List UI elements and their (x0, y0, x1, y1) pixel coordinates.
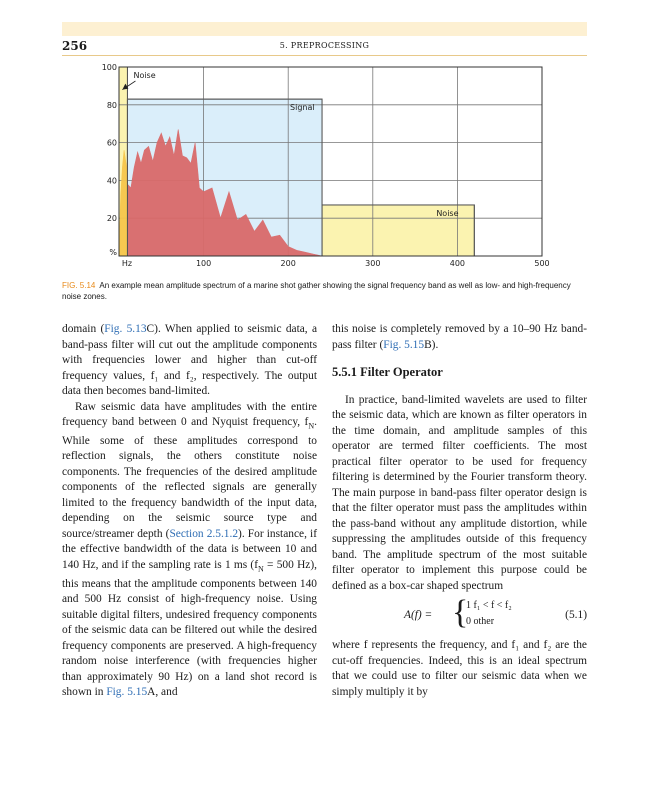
section-2-5-1-2-link[interactable]: Section 2.5.1.2 (169, 527, 239, 540)
y-tick-label: 100 (101, 63, 117, 72)
equation-brace: { (452, 594, 469, 631)
amplitude-spectrum-chart (62, 62, 587, 272)
equation-5-1 (332, 596, 587, 634)
figure-caption-text: An example mean amplitude spectrum of a marine shot gather showing the signal frequency band as well as low- and high-frequency noise zones. (62, 281, 571, 301)
right-paragraph-1: this noise is completely removed by a 10–90 Hz band-pass filter (Fig. 5.15B). (332, 323, 587, 351)
zone-label-1: Noise (133, 71, 156, 80)
y-tick-label: % (109, 248, 117, 257)
x-tick-label: 100 (195, 259, 212, 268)
x-tick-label: 200 (280, 259, 296, 268)
equation-case-2: 0 other (466, 616, 495, 627)
right-paragraph-3: where f represents the frequency, and f₁ and f₂ are the cut-off frequencies. Indeed, this is an ideal spectrum that we could use to filter our seismic data when we simply multiply it by (332, 639, 587, 698)
x-tick-label: 400 (449, 259, 466, 268)
running-chapter-title: 5. PREPROCESSING (279, 41, 370, 50)
right-paragraph-2: In practice, band-limited wavelets are used to filter the seismic data, which are known as filter operators in the time domain, and amplitude samples of this operator are termed filter coefficients. The most practical filter operator to be used for frequency filtering is determined by the Fourier transform theory. The main purpose in band-pass filter operator design is that the filter operator must pass the amplitudes within the pass-band without any amplitude distortion, while suppressing the amplitudes outside of this frequency band. The amplitude spectrum of the most suitable filter operator to implement this purpose could be defined as a box-car shaped spectrum (332, 393, 587, 592)
left-column (62, 322, 317, 701)
fig-5-13-link[interactable]: Fig. 5.13 (104, 323, 147, 335)
top-color-band (62, 22, 587, 36)
x-tick-label: 500 (534, 259, 550, 268)
page-number: 256 (62, 39, 88, 53)
equation-case-1: 1 f₁ < f < f₂ (466, 600, 512, 611)
fig-5-15-link[interactable]: Fig. 5.15 (106, 686, 148, 699)
y-tick-label: 20 (106, 214, 117, 224)
y-tick-label: 60 (106, 138, 117, 148)
equation-lhs: A(f) = (404, 609, 433, 621)
page-header (62, 39, 587, 56)
x-tick-label: 300 (365, 259, 381, 268)
left-paragraph-2: Raw seismic data have amplitudes with the entire frequency band between 0 and Nyquist frequency, $f_N$. While some of these amplitudes correspond to reflection signals, the others constitute noise components. The frequencies of the desired amplitude components of the reflected signals are generally limited to the frequency bandwidth of the input data, depending on the seismic source type and source/streamer depth (Section 2.5.1.2). For instance, if the effective bandwidth of the data is between 10 and 140 Hz, and if the sampling rate is 1 ms ($f_N = 500$ Hz), this means that the amplitude components between 140 and 500 Hz consist of high-frequency noise. Using suitable digital filters, undesired frequency components of the seismic data can be filtered out while the desired frequency components are preserved. A high-frequency random noise interference (with frequencies higher than approximately 90 Hz) on a land shot record is shown in Fig. 5.15A, and (62, 400, 317, 699)
zone-label-3: Noise (436, 208, 459, 218)
figure-label: FIG. 5.14 (62, 281, 96, 290)
right-column (332, 322, 587, 700)
y-tick-label: 80 (106, 100, 117, 110)
x-tick-label: Hz (121, 259, 133, 268)
figure-caption (62, 280, 587, 302)
section-heading: 5.5.1 Filter Operator (332, 365, 443, 379)
y-tick-label: 40 (106, 176, 117, 186)
equation-number: (5.1) (565, 609, 587, 621)
zone-label-2: Signal (290, 103, 315, 113)
left-paragraph-1: domain (Fig. 5.13C). When applied to seismic data, a band-pass filter will cut out the amplitude components with frequencies lower and higher than cut-off frequency values, f₁ and f₂, respectively. The output data then becomes band-limited. (62, 323, 317, 397)
fig-5-15-link-right[interactable]: Fig. 5.15 (383, 338, 425, 351)
